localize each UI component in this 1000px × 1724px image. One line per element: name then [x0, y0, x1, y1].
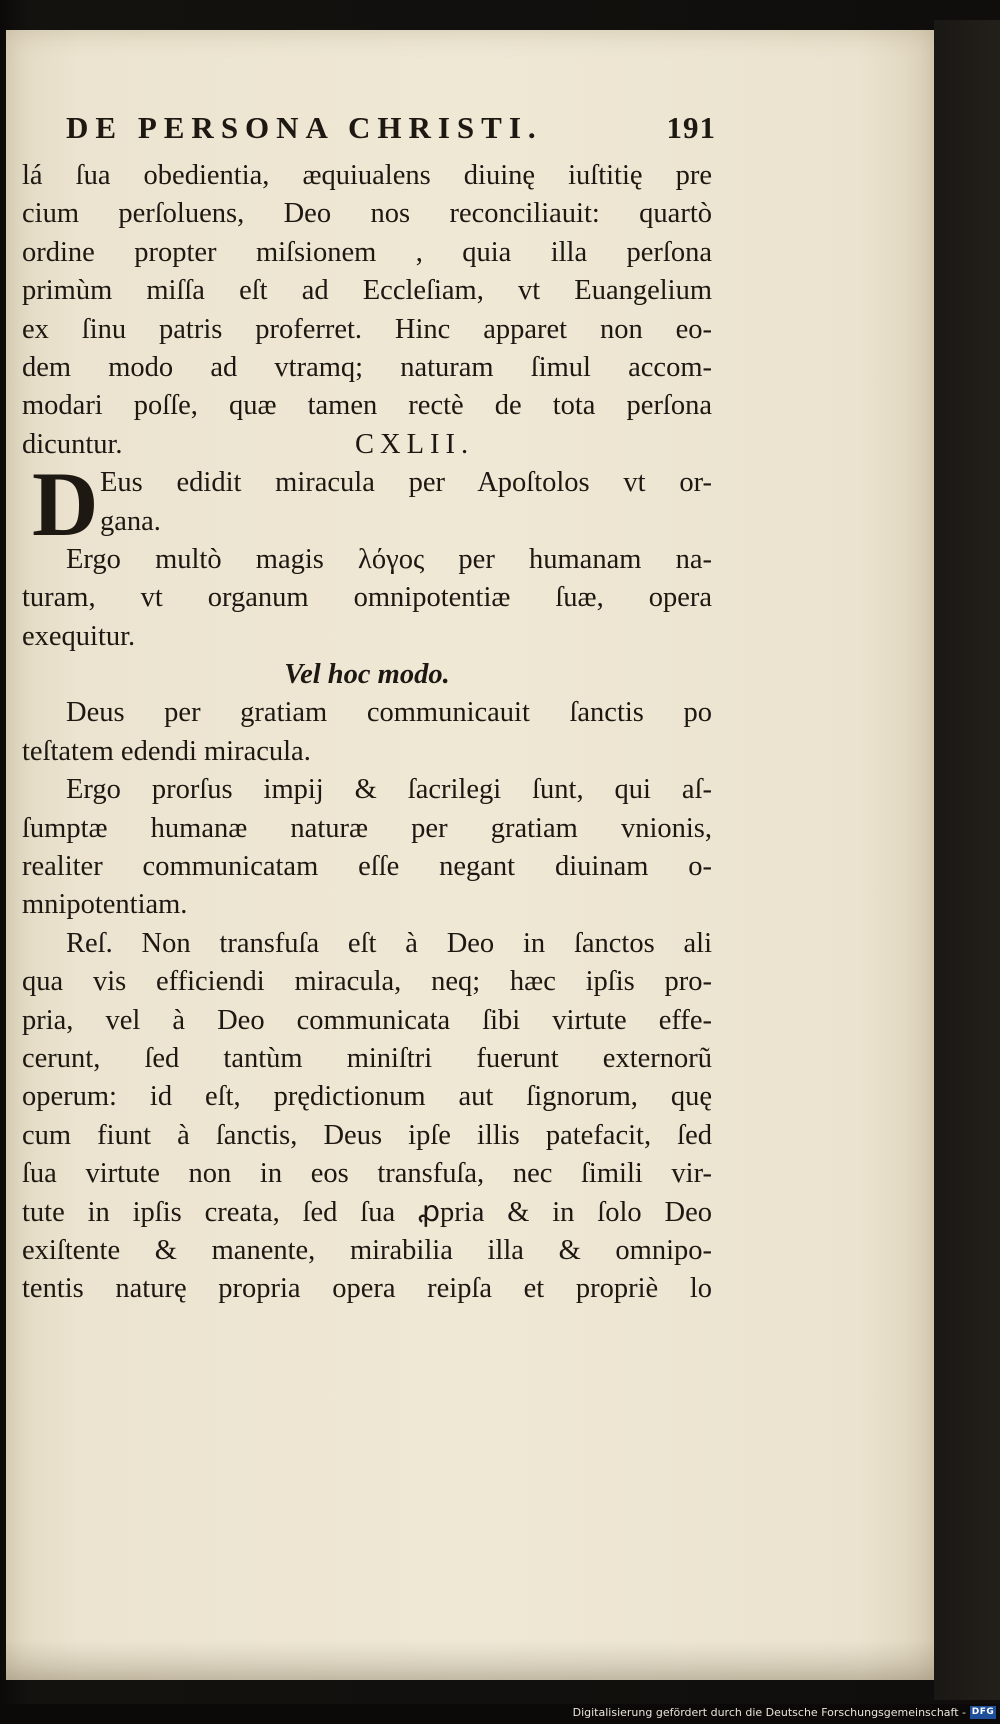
dfg-logo: DFG — [971, 1707, 995, 1717]
section-heading-line — [22, 426, 712, 464]
text-line: pria, vel à Deo communicata ſibi virtute effe- — [22, 1004, 712, 1036]
text-line: Eus edidit miracula per Apoſtolos vt or- — [100, 467, 712, 499]
text-line: modari poſſe, quæ tamen rectè de tota perſona — [22, 390, 712, 422]
text-line: tute in ipſis creata, ſed ſua ꝓpria & in ſolo Deo — [22, 1196, 712, 1228]
text-line: Ergo multò magis λόγος per humanam na- — [66, 543, 712, 575]
page-shadow — [6, 1640, 934, 1680]
section-lead-text: dicuntur. — [22, 428, 123, 460]
text-line: dem modo ad vtramq; naturam ſimul accom- — [22, 351, 712, 383]
text-line: Ergo prorſus impij & ſacrilegi ſunt, qui aſ- — [66, 774, 712, 806]
text-line: Deus per gratiam communicauit ſanctis po — [66, 697, 712, 729]
digitization-credit: Digitalisierung gefördert durch die Deutsche Forschungsgemeinschaft - — [572, 1706, 966, 1719]
page-body — [22, 157, 712, 1309]
text-line: realiter communicatam eſſe negant diuinam o- — [22, 851, 712, 883]
text-line: ordine propter miſsionem , quia illa perſona — [22, 236, 712, 268]
section-number: CXLII. — [355, 428, 475, 460]
text-line: cium perſoluens, Deo nos reconciliauit: quartò — [22, 198, 712, 230]
text-line: operum: id eſt, prędictionum aut ſignorum, quę — [22, 1081, 712, 1113]
text-line: tentis naturę propria opera reipſa et propriè lo — [22, 1273, 712, 1305]
text-line: turam, vt organum omnipotentiæ ſuæ, opera — [22, 582, 712, 614]
text-line: cerunt, ſed tantùm miniſtri fuerunt externorũ — [22, 1043, 712, 1074]
subheading: Vel hoc modo. — [284, 659, 450, 691]
dropcap-lines — [100, 464, 712, 541]
text-line: exiſtente & manente, mirabilia illa & omnipo- — [22, 1234, 712, 1266]
scan-edge-strip — [934, 20, 1000, 1700]
text-line: ſua virtute non in eos transfuſa, nec ſimili vir- — [22, 1158, 712, 1190]
running-head-title: DE PERSONA CHRISTI. — [66, 110, 543, 145]
text-line: mnipotentiam. — [22, 889, 188, 921]
dropcap-paragraph — [22, 453, 712, 556]
text-line: cum fiunt à ſanctis, Deus ipſe illis patefacit, ſed — [22, 1119, 712, 1151]
text-line: exequitur. — [22, 620, 136, 652]
drop-capital: D — [32, 453, 99, 556]
text-line: gana. — [100, 505, 161, 537]
text-line: lá ſua obedientia, æquiualens diuinę iuſtitię pre — [22, 160, 712, 191]
text-line: qua vis efficiendi miracula, neq; hæc ipſis pro- — [22, 966, 712, 998]
text-line: primùm miſſa eſt ad Eccleſiam, vt Euangelium — [22, 275, 712, 307]
text-line: ex ſinu patris proferret. Hinc apparet non eo- — [22, 313, 712, 345]
page-number: 191 — [666, 110, 716, 145]
text-line: Reſ. Non transfuſa eſt à Deo in ſanctos ali — [66, 927, 712, 959]
text-line: teſtatem edendi miracula. — [22, 735, 311, 767]
text-line: ſumptæ humanæ naturæ per gratiam vnionis, — [22, 812, 712, 844]
running-head — [66, 110, 716, 150]
